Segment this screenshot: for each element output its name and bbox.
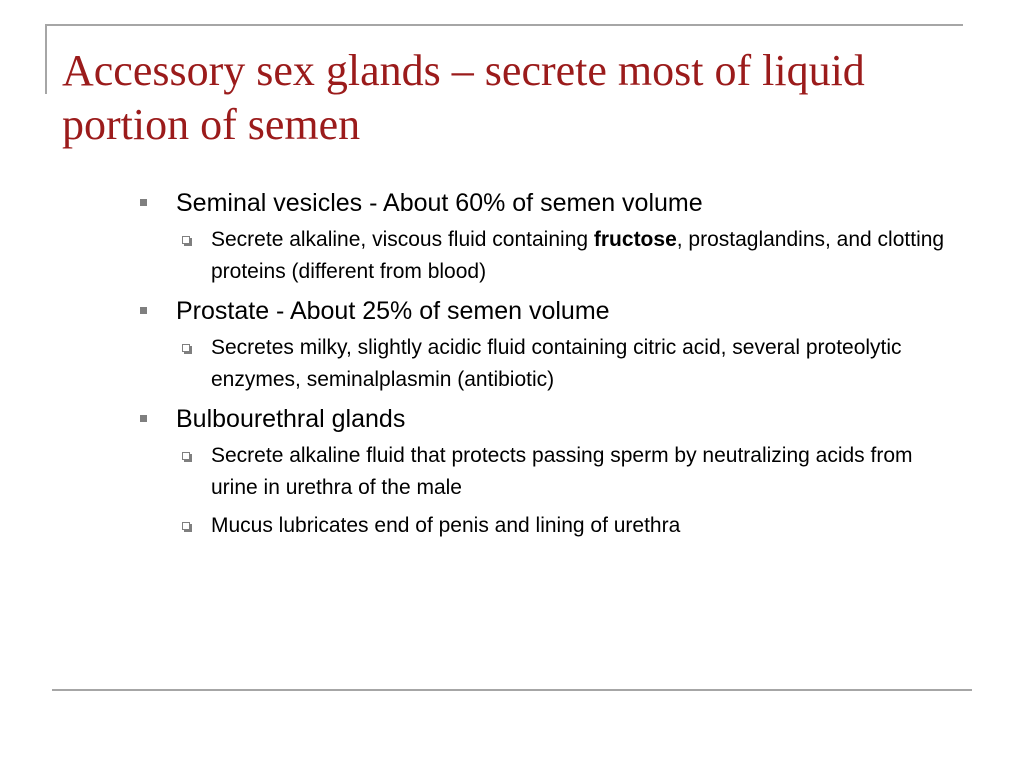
bullet-text: Seminal vesicles - About 60% of semen volume	[176, 189, 703, 217]
square-bullet-icon	[140, 307, 147, 314]
subbullet-item-mucus	[211, 510, 956, 542]
subbullet-item-seminal-fluid	[211, 224, 956, 288]
bullet-text: Bulbourethral glands	[176, 405, 406, 433]
hollow-square-bullet-icon	[182, 452, 190, 460]
bullet-item-prostate	[176, 294, 956, 328]
subbullet-item-bulbourethral-fluid	[211, 440, 956, 504]
hollow-square-bullet-icon	[182, 344, 190, 352]
square-bullet-icon	[140, 199, 147, 206]
frame-top-rule	[45, 24, 963, 26]
slide-body	[0, 186, 1024, 548]
subbullet-text-start: Secrete alkaline, viscous fluid containing	[211, 228, 594, 251]
square-bullet-icon	[140, 415, 147, 422]
subbullet-text: Mucus lubricates end of penis and lining of urethra	[211, 514, 681, 537]
slide-title: Accessory sex glands – secrete most of liquid portion of semen	[62, 46, 865, 149]
bullet-text: Prostate - About 25% of semen volume	[176, 297, 610, 325]
hollow-square-bullet-icon	[182, 522, 190, 530]
subbullet-text-bold: fructose	[593, 228, 677, 251]
frame-left-rule	[45, 24, 47, 94]
subbullet-text: Secrete alkaline fluid that protects passing sperm by neutralizing acids from urine in urethra of the male	[211, 444, 913, 499]
hollow-square-bullet-icon	[182, 236, 190, 244]
frame-bottom-rule	[52, 689, 972, 691]
bullet-item-seminal-vesicles	[176, 186, 956, 220]
subbullet-item-prostate-fluid	[211, 332, 956, 396]
bullet-item-bulbourethral-glands	[176, 402, 956, 436]
subbullet-text-end: , prostaglandins, and clotting proteins (different from blood)	[211, 228, 945, 283]
subbullet-text: Secretes milky, slightly acidic fluid containing citric acid, several proteolytic enzymes, seminalplasmin (antibiotic)	[211, 336, 902, 391]
